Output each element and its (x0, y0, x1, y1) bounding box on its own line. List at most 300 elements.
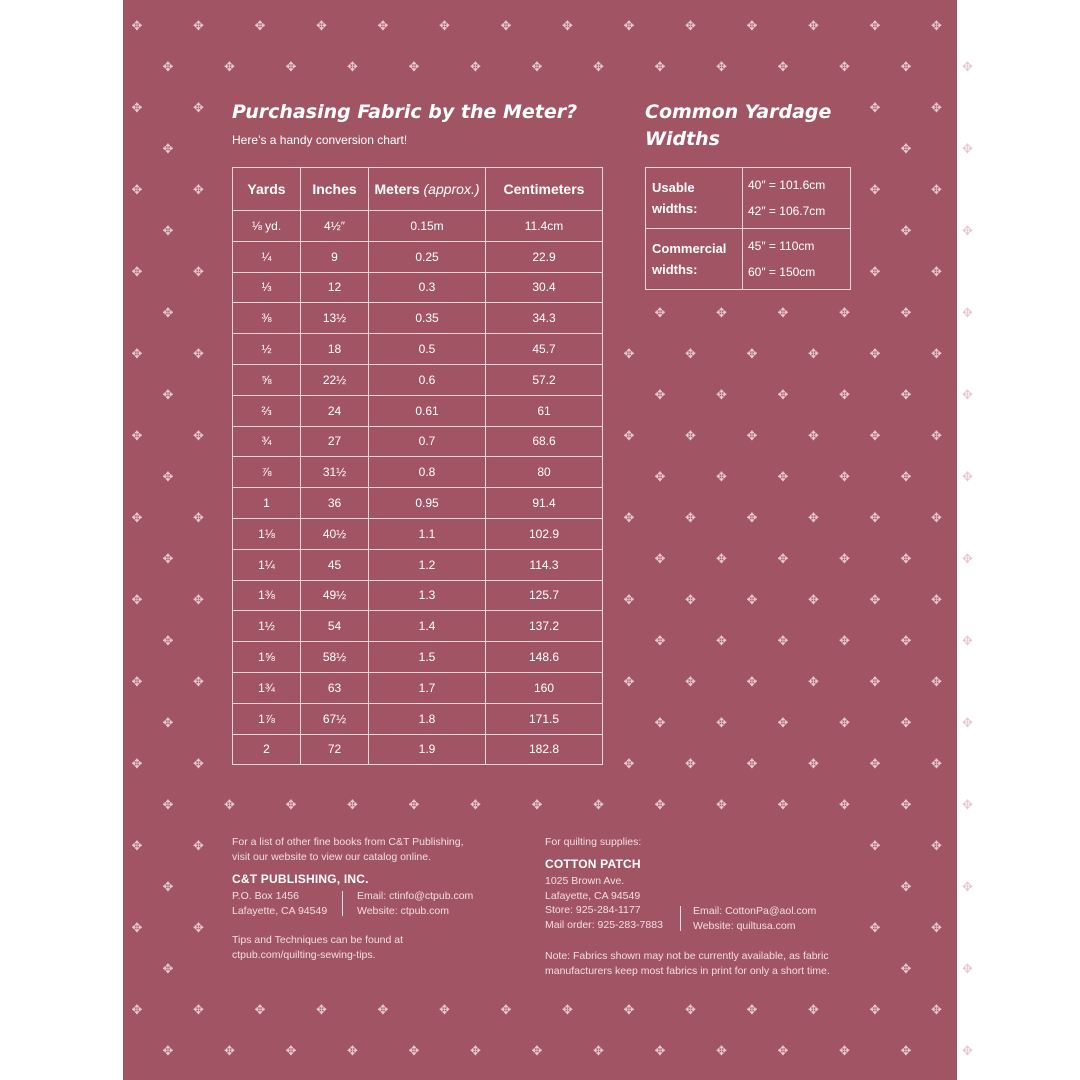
flourish-motif: ✥ (746, 511, 758, 526)
flourish-motif: ✥ (131, 757, 143, 772)
flourish-motif: ✥ (316, 1003, 327, 1018)
flourish-motif: ✥ (962, 306, 973, 321)
flourish-motif: ✥ (716, 798, 727, 813)
yardage-title-line1: Common Yardage (645, 101, 832, 123)
cell-centimeters: 30.4 (486, 272, 603, 303)
flourish-motif: ✥ (777, 306, 789, 321)
cell-meters: 1.7 (369, 672, 486, 703)
commercial-value-60: 60″ = 150cm (748, 265, 816, 279)
flourish-motif: ✥ (716, 60, 727, 75)
cell-yards: 2 (233, 734, 301, 765)
flourish-motif: ✥ (839, 634, 850, 649)
flourish-motif: ✥ (962, 1044, 973, 1059)
ct-tips-link[interactable]: ctpub.com/quilting-sewing-tips. (232, 948, 376, 961)
flourish-motif: ✥ (623, 757, 635, 772)
conversion-table-row (233, 241, 603, 272)
cell-centimeters: 61 (486, 395, 603, 426)
flourish-motif: ✥ (162, 388, 174, 403)
cell-centimeters: 148.6 (486, 642, 603, 673)
flourish-motif: ✥ (500, 19, 512, 34)
flourish-motif: ✥ (869, 593, 881, 608)
flourish-motif: ✥ (193, 183, 204, 198)
usable-label-line1: Usable (652, 180, 695, 195)
flourish-motif: ✥ (131, 183, 143, 198)
cell-yards: 1⅛ (233, 518, 301, 549)
flourish-motif: ✥ (131, 921, 143, 936)
flourish-motif: ✥ (131, 347, 143, 362)
cell-yards: ⅝ (233, 364, 301, 395)
cell-inches: 27 (301, 426, 369, 457)
header-yards: Yards (233, 168, 301, 211)
flourish-motif: ✥ (839, 388, 850, 403)
footer-ct-address (232, 889, 327, 918)
flourish-motif: ✥ (746, 19, 758, 34)
cell-centimeters: 171.5 (486, 703, 603, 734)
flourish-motif: ✥ (224, 60, 235, 75)
cell-centimeters: 11.4cm (486, 211, 603, 242)
cell-inches: 9 (301, 241, 369, 272)
flourish-motif: ✥ (808, 19, 819, 34)
cell-centimeters: 137.2 (486, 611, 603, 642)
cell-meters: 0.25 (369, 241, 486, 272)
ct-intro-line1: For a list of other fine books from C&T Publishing, (232, 836, 464, 848)
conversion-table-row (233, 672, 603, 703)
flourish-motif: ✥ (839, 552, 850, 567)
conversion-title: Purchasing Fabric by the Meter? (232, 101, 578, 123)
cell-inches: 36 (301, 488, 369, 519)
cp-divider (680, 906, 681, 931)
conversion-table-row (233, 611, 603, 642)
cp-website[interactable]: Website: quiltusa.com (693, 919, 796, 932)
flourish-motif: ✥ (931, 19, 942, 34)
cell-centimeters: 34.3 (486, 303, 603, 334)
flourish-motif: ✥ (562, 1003, 573, 1018)
conversion-table-row (233, 272, 603, 303)
conversion-table-row (233, 457, 603, 488)
flourish-motif: ✥ (593, 798, 604, 813)
cp-company-name: COTTON PATCH (545, 857, 641, 871)
flourish-motif: ✥ (962, 716, 973, 731)
flourish-motif: ✥ (869, 429, 881, 444)
flourish-motif: ✥ (839, 470, 850, 485)
flourish-motif: ✥ (254, 19, 266, 34)
flourish-motif: ✥ (869, 511, 881, 526)
cell-centimeters: 22.9 (486, 241, 603, 272)
flourish-motif: ✥ (777, 470, 789, 485)
flourish-motif: ✥ (962, 60, 973, 75)
yardage-title-line2: Widths (645, 128, 720, 150)
flourish-motif: ✥ (623, 347, 635, 362)
flourish-motif: ✥ (962, 552, 973, 567)
cell-yards: ⅜ (233, 303, 301, 334)
cell-meters: 1.2 (369, 549, 486, 580)
flourish-motif: ✥ (746, 1003, 758, 1018)
ct-company-name: C&T PUBLISHING, INC. (232, 872, 369, 886)
footer-ct-contact (357, 889, 473, 918)
flourish-motif: ✥ (808, 675, 819, 690)
flourish-motif: ✥ (808, 347, 819, 362)
cell-centimeters: 160 (486, 672, 603, 703)
flourish-motif: ✥ (685, 757, 696, 772)
flourish-motif: ✥ (962, 224, 973, 239)
cell-yards: 1⅝ (233, 642, 301, 673)
flourish-motif: ✥ (162, 142, 174, 157)
conversion-table-row (233, 488, 603, 519)
cell-yards: 1¼ (233, 549, 301, 580)
flourish-motif: ✥ (962, 962, 973, 977)
flourish-motif: ✥ (869, 265, 881, 280)
flourish-motif: ✥ (193, 511, 204, 526)
flourish-motif: ✥ (869, 183, 881, 198)
flourish-motif: ✥ (839, 798, 850, 813)
cell-meters: 1.8 (369, 703, 486, 734)
cell-inches: 22½ (301, 364, 369, 395)
cell-meters: 1.1 (369, 518, 486, 549)
cell-inches: 13½ (301, 303, 369, 334)
flourish-motif: ✥ (162, 306, 174, 321)
flourish-motif: ✥ (900, 60, 912, 75)
cell-yards: 1⅞ (233, 703, 301, 734)
cell-yards: 1 (233, 488, 301, 519)
flourish-motif: ✥ (654, 552, 666, 567)
flourish-motif: ✥ (131, 19, 143, 34)
cell-inches: 67½ (301, 703, 369, 734)
flourish-motif: ✥ (377, 1003, 389, 1018)
conversion-table-row (233, 426, 603, 457)
flourish-motif: ✥ (808, 593, 819, 608)
conversion-table-row (233, 734, 603, 765)
cp-email[interactable]: Email: CottonPa@aol.com (693, 905, 817, 917)
cell-inches: 31½ (301, 457, 369, 488)
yardage-title (645, 99, 831, 153)
flourish-motif: ✥ (900, 142, 912, 157)
flourish-motif: ✥ (131, 839, 143, 854)
cell-meters: 0.15m (369, 211, 486, 242)
flourish-motif: ✥ (808, 511, 819, 526)
flourish-motif: ✥ (931, 593, 942, 608)
flourish-motif: ✥ (224, 1044, 235, 1059)
flourish-motif: ✥ (685, 429, 696, 444)
cell-meters: 0.7 (369, 426, 486, 457)
flourish-motif: ✥ (746, 757, 758, 772)
cell-meters: 0.95 (369, 488, 486, 519)
cell-centimeters: 125.7 (486, 580, 603, 611)
flourish-motif: ✥ (962, 634, 973, 649)
flourish-motif: ✥ (654, 60, 666, 75)
flourish-motif: ✥ (593, 1044, 604, 1059)
header-meters-note: (approx.) (423, 181, 480, 197)
flourish-motif: ✥ (162, 716, 174, 731)
cell-meters: 0.5 (369, 334, 486, 365)
footer-ct-company (232, 872, 369, 887)
flourish-motif: ✥ (716, 1044, 727, 1059)
flourish-motif: ✥ (716, 634, 727, 649)
usable-label-line2: widths: (652, 201, 698, 216)
commercial-widths-values (743, 229, 851, 290)
cell-meters: 1.3 (369, 580, 486, 611)
cell-centimeters: 68.6 (486, 426, 603, 457)
flourish-motif: ✥ (162, 634, 174, 649)
back-cover-page (123, 0, 973, 1080)
flourish-motif: ✥ (962, 880, 973, 895)
flourish-motif: ✥ (131, 429, 143, 444)
flourish-motif: ✥ (347, 1044, 358, 1059)
conversion-table-row (233, 364, 603, 395)
flourish-motif: ✥ (623, 593, 635, 608)
flourish-motif: ✥ (869, 101, 881, 116)
flourish-motif: ✥ (254, 1003, 266, 1018)
footer-cp-intro (545, 835, 641, 850)
flourish-motif: ✥ (839, 306, 850, 321)
flourish-motif: ✥ (470, 1044, 481, 1059)
cell-yards: ⅔ (233, 395, 301, 426)
flourish-motif: ✥ (869, 921, 881, 936)
flourish-motif: ✥ (900, 388, 912, 403)
cp-intro-line: For quilting supplies: (545, 836, 642, 848)
flourish-motif: ✥ (193, 1003, 204, 1018)
flourish-motif: ✥ (716, 306, 727, 321)
flourish-motif: ✥ (869, 839, 881, 854)
flourish-motif: ✥ (531, 798, 543, 813)
flourish-motif: ✥ (162, 224, 174, 239)
flourish-motif: ✥ (808, 1003, 819, 1018)
conversion-table-row (233, 518, 603, 549)
flourish-motif: ✥ (931, 101, 942, 116)
flourish-motif: ✥ (962, 470, 973, 485)
cell-meters: 0.3 (369, 272, 486, 303)
flourish-motif: ✥ (931, 429, 942, 444)
flourish-motif: ✥ (131, 593, 143, 608)
flourish-motif: ✥ (623, 1003, 635, 1018)
flourish-motif: ✥ (931, 921, 942, 936)
ct-address-line1: P.O. Box 1456 (232, 890, 299, 902)
flourish-motif: ✥ (224, 798, 235, 813)
flourish-motif: ✥ (562, 19, 573, 34)
usable-value-42: 42″ = 106.7cm (748, 204, 826, 218)
flourish-motif: ✥ (777, 634, 789, 649)
flourish-motif: ✥ (900, 880, 912, 895)
header-meters (369, 168, 486, 211)
cell-inches: 4½″ (301, 211, 369, 242)
flourish-motif: ✥ (500, 1003, 512, 1018)
flourish-motif: ✥ (931, 1003, 942, 1018)
flourish-motif: ✥ (193, 757, 204, 772)
flourish-motif: ✥ (869, 675, 881, 690)
flourish-motif: ✥ (777, 388, 789, 403)
flourish-motif: ✥ (746, 593, 758, 608)
flourish-motif: ✥ (839, 60, 850, 75)
flourish-motif: ✥ (746, 429, 758, 444)
flourish-motif: ✥ (654, 798, 666, 813)
flourish-motif: ✥ (839, 716, 850, 731)
flourish-motif: ✥ (900, 224, 912, 239)
flourish-motif: ✥ (685, 19, 696, 34)
conversion-table-row (233, 642, 603, 673)
cell-yards: 1½ (233, 611, 301, 642)
flourish-motif: ✥ (931, 839, 942, 854)
commercial-widths-row (646, 229, 851, 290)
cell-meters: 1.9 (369, 734, 486, 765)
ct-website[interactable]: Website: ctpub.com (357, 904, 450, 917)
cell-centimeters: 102.9 (486, 518, 603, 549)
flourish-motif: ✥ (931, 265, 942, 280)
cell-meters: 0.8 (369, 457, 486, 488)
ct-tips-line1: Tips and Techniques can be found at (232, 934, 404, 946)
flourish-motif: ✥ (931, 511, 942, 526)
cell-inches: 18 (301, 334, 369, 365)
flourish-motif: ✥ (900, 716, 912, 731)
flourish-motif: ✥ (193, 265, 204, 280)
flourish-motif: ✥ (777, 552, 789, 567)
flourish-motif: ✥ (654, 716, 666, 731)
flourish-motif: ✥ (685, 593, 696, 608)
flourish-motif: ✥ (162, 60, 174, 75)
flourish-motif: ✥ (900, 634, 912, 649)
flourish-motif: ✥ (808, 757, 819, 772)
flourish-motif: ✥ (685, 1003, 696, 1018)
cell-meters: 0.35 (369, 303, 486, 334)
cell-inches: 54 (301, 611, 369, 642)
header-inches: Inches (301, 168, 369, 211)
conversion-table-row (233, 211, 603, 242)
flourish-motif: ✥ (746, 675, 758, 690)
flourish-motif: ✥ (316, 19, 327, 34)
yardage-widths-table (645, 167, 851, 290)
flourish-motif: ✥ (900, 962, 912, 977)
flourish-motif: ✥ (746, 347, 758, 362)
conversion-subtitle: Here’s a handy conversion chart! (232, 133, 408, 147)
flourish-motif: ✥ (777, 60, 789, 75)
flourish-motif: ✥ (285, 798, 297, 813)
commercial-label-line2: widths: (652, 262, 698, 277)
commercial-widths-label (646, 229, 743, 290)
cp-note-line2: manufacturers keep most fabrics in print for only a short time. (545, 964, 830, 977)
flourish-motif: ✥ (654, 306, 666, 321)
flourish-motif: ✥ (131, 101, 143, 116)
flourish-motif: ✥ (685, 675, 696, 690)
flourish-motif: ✥ (623, 19, 635, 34)
conversion-table-row (233, 303, 603, 334)
flourish-motif: ✥ (716, 470, 727, 485)
flourish-motif: ✥ (162, 552, 174, 567)
flourish-motif: ✥ (193, 593, 204, 608)
conversion-table-row (233, 580, 603, 611)
commercial-value-45: 45″ = 110cm (748, 239, 815, 253)
flourish-motif: ✥ (193, 429, 204, 444)
header-meters-label: Meters (374, 181, 420, 197)
cell-inches: 12 (301, 272, 369, 303)
flourish-motif: ✥ (285, 60, 297, 75)
cell-meters: 0.6 (369, 364, 486, 395)
flourish-motif: ✥ (654, 634, 666, 649)
cp-mail-order-phone: Mail order: 925-283-7883 (545, 918, 663, 931)
ct-email[interactable]: Email: ctinfo@ctpub.com (357, 890, 474, 902)
flourish-motif: ✥ (777, 1044, 789, 1059)
conversion-table-row (233, 549, 603, 580)
flourish-motif: ✥ (623, 675, 635, 690)
flourish-motif: ✥ (869, 347, 881, 362)
cell-inches: 49½ (301, 580, 369, 611)
usable-widths-label (646, 168, 743, 229)
flourish-motif: ✥ (777, 798, 789, 813)
commercial-label-line1: Commercial (652, 241, 727, 256)
cell-inches: 24 (301, 395, 369, 426)
ct-intro-line2: visit our website to view our catalog online. (232, 850, 432, 863)
usable-value-40: 40″ = 101.6cm (748, 178, 826, 192)
flourish-motif: ✥ (347, 60, 358, 75)
footer-cp-address (545, 874, 663, 932)
flourish-motif: ✥ (131, 265, 143, 280)
cell-inches: 45 (301, 549, 369, 580)
footer-cp-contact (693, 904, 816, 933)
flourish-motif: ✥ (131, 511, 143, 526)
flourish-motif: ✥ (623, 429, 635, 444)
cell-inches: 72 (301, 734, 369, 765)
cell-centimeters: 91.4 (486, 488, 603, 519)
flourish-motif: ✥ (408, 1044, 420, 1059)
cell-inches: 40½ (301, 518, 369, 549)
cp-address-line1: 1025 Brown Ave. (545, 875, 625, 887)
cell-centimeters: 57.2 (486, 364, 603, 395)
cell-yards: ⅞ (233, 457, 301, 488)
flourish-motif: ✥ (716, 388, 727, 403)
flourish-motif: ✥ (931, 675, 942, 690)
cell-meters: 1.4 (369, 611, 486, 642)
cp-store-phone: Store: 925-284-1177 (545, 904, 641, 917)
flourish-motif: ✥ (162, 798, 174, 813)
cell-yards: ½ (233, 334, 301, 365)
flourish-motif: ✥ (777, 716, 789, 731)
header-centimeters: Centimeters (486, 168, 603, 211)
cell-centimeters: 182.8 (486, 734, 603, 765)
cell-centimeters: 114.3 (486, 549, 603, 580)
cell-yards: ¼ (233, 241, 301, 272)
flourish-motif: ✥ (962, 798, 973, 813)
flourish-motif: ✥ (193, 839, 204, 854)
flourish-motif: ✥ (193, 921, 204, 936)
conversion-table-row (233, 703, 603, 734)
flourish-motif: ✥ (716, 716, 727, 731)
flourish-motif: ✥ (439, 1003, 450, 1018)
cell-meters: 1.5 (369, 642, 486, 673)
flourish-motif: ✥ (654, 1044, 666, 1059)
flourish-motif: ✥ (162, 470, 174, 485)
flourish-motif: ✥ (131, 1003, 143, 1018)
flourish-motif: ✥ (408, 798, 420, 813)
flourish-motif: ✥ (193, 347, 204, 362)
flourish-motif: ✥ (131, 675, 143, 690)
conversion-table-row (233, 395, 603, 426)
footer-ct-intro (232, 835, 464, 864)
flourish-motif: ✥ (931, 757, 942, 772)
flourish-motif: ✥ (162, 1044, 174, 1059)
flourish-motif: ✥ (193, 101, 204, 116)
cell-centimeters: 80 (486, 457, 603, 488)
cell-meters: 0.61 (369, 395, 486, 426)
flourish-motif: ✥ (869, 1003, 881, 1018)
flourish-motif: ✥ (408, 60, 420, 75)
flourish-motif: ✥ (900, 470, 912, 485)
conversion-table-header (233, 168, 603, 211)
cell-yards: 1¾ (233, 672, 301, 703)
conversion-table-row (233, 334, 603, 365)
flourish-motif: ✥ (685, 347, 696, 362)
cell-yards: ⅓ (233, 272, 301, 303)
flourish-motif: ✥ (839, 1044, 850, 1059)
flourish-motif: ✥ (900, 306, 912, 321)
flourish-motif: ✥ (962, 142, 973, 157)
flourish-motif: ✥ (685, 511, 696, 526)
